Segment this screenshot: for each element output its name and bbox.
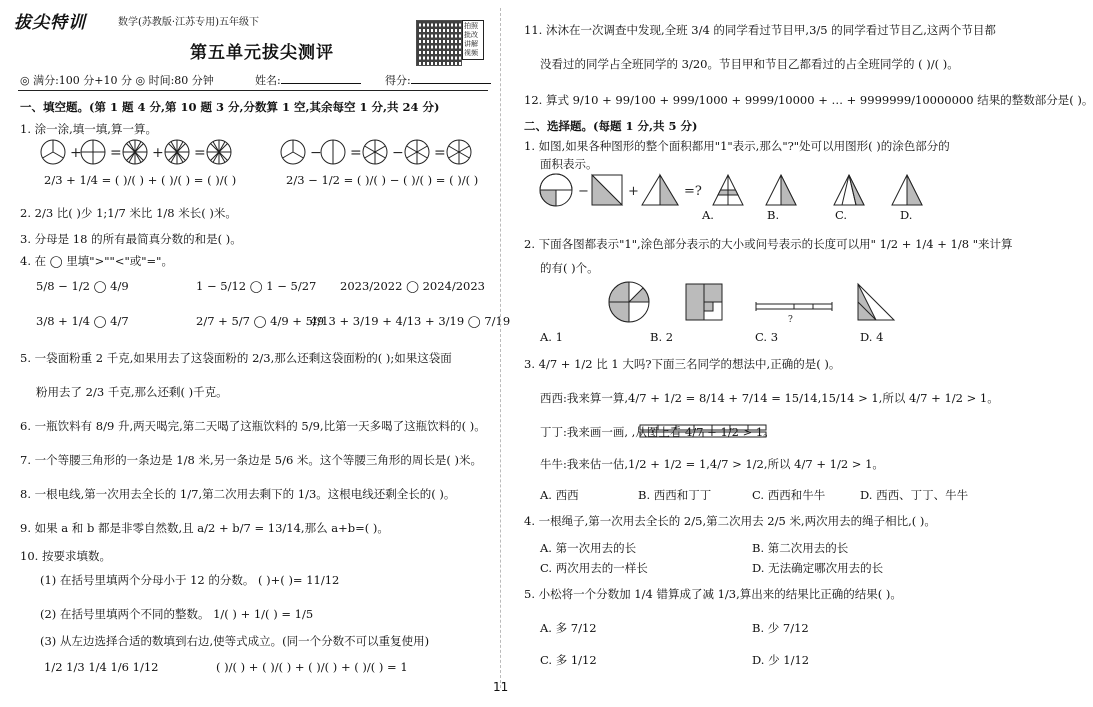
q4-compare-2[interactable]: 1 − 5/12 ◯ 1 − 5/27 xyxy=(196,279,317,293)
c1-figures xyxy=(538,172,938,224)
c3-option-a[interactable]: A. 西西 xyxy=(540,488,579,502)
q1-equation-left[interactable]: 2/3 + 1/4 = ( )/( ) + ( )/( ) = ( )/( ) xyxy=(44,173,237,187)
c1-option-b[interactable]: B. xyxy=(767,208,780,222)
page-divider xyxy=(500,8,501,688)
c4-option-b[interactable]: B. 第二次用去的长 xyxy=(752,541,849,555)
c1-option-d[interactable]: D. xyxy=(900,208,913,222)
q4-compare-5[interactable]: 2/7 + 5/7 ◯ 4/9 + 5/9 xyxy=(196,314,325,328)
score-info: ◎ 满分:100 分+10 分 ◎ 时间:80 分钟 xyxy=(20,74,214,87)
c2-option-a[interactable]: A. 1 xyxy=(540,330,563,344)
qr-label: 拍照批改 讲解视频 xyxy=(462,20,484,60)
c5-option-a[interactable]: A. 多 7/12 xyxy=(540,621,597,635)
c2-option-c[interactable]: C. 3 xyxy=(755,330,779,344)
c5-option-d[interactable]: D. 少 1/12 xyxy=(752,653,810,667)
question-11a: 11. 沐沐在一次调查中发现,全班 3/4 的同学看过节目甲,3/5 的同学看过节目乙,这两个节目都 xyxy=(524,23,996,37)
svg-text:=: = xyxy=(434,145,446,161)
q1-circles-left xyxy=(40,138,240,170)
question-4: 4. 在 ◯ 里填">""<"或"="。 xyxy=(20,254,173,268)
question-9[interactable]: 9. 如果 a 和 b 都是非零自然数,且 a/2 + b/7 = 13/14,那么 a+b=( )。 xyxy=(20,521,389,535)
c3-option-b[interactable]: B. 西西和丁丁 xyxy=(638,488,712,502)
q10-3-equation[interactable]: ( )/( ) + ( )/( ) + ( )/( ) + ( )/( ) = 1 xyxy=(216,660,408,674)
question-10-2[interactable]: (2) 在括号里填两个不同的整数。 1/( ) + 1/( ) = 1/5 xyxy=(40,607,314,621)
q1-circles-right xyxy=(280,138,480,170)
q4-compare-6[interactable]: 4/13 + 3/19 + 4/13 + 3/19 ◯ 7/19 xyxy=(310,314,511,328)
qr-code-icon[interactable] xyxy=(416,20,462,66)
svg-text:=: = xyxy=(194,145,206,161)
c5-option-b[interactable]: B. 少 7/12 xyxy=(752,621,809,635)
c4-option-d[interactable]: D. 无法确定哪次用去的长 xyxy=(752,561,884,575)
header-rule xyxy=(18,90,488,91)
choice-3-dingding: 丁丁:我来画一画, ,从图上看 4/7 + 1/2 > 1。 xyxy=(540,425,775,439)
svg-text:−: − xyxy=(310,145,322,161)
c2-figures xyxy=(600,282,900,327)
svg-text:+: + xyxy=(70,145,82,161)
section-choice-title: 二、选择题。(每题 1 分,共 5 分) xyxy=(524,119,698,133)
choice-2a: 2. 下面各图都表示"1",涂色部分表示的大小或问号表示的长度可以用" 1/2 + 1/4 + 1/8 "来计算 xyxy=(524,237,1013,251)
question-2[interactable]: 2. 2/3 比( )少 1;1/7 米比 1/8 米长( )米。 xyxy=(20,206,237,220)
q4-compare-3[interactable]: 2023/2022 ◯ 2024/2023 xyxy=(340,279,485,293)
choice-1b: 面积表示。 xyxy=(540,157,598,171)
section-fill-title: 一、填空题。(第 1 题 4 分,第 10 题 3 分,分数算 1 空,其余每空 1 分,共 24 分) xyxy=(20,100,440,114)
question-11b[interactable]: 没看过的同学占全班同学的 3/20。节目甲和节目乙都看过的占全班同学的 ( )/( )。 xyxy=(540,57,959,71)
q4-compare-1[interactable]: 5/8 − 1/2 ◯ 4/9 xyxy=(36,279,129,293)
q4-compare-4[interactable]: 3/8 + 1/4 ◯ 4/7 xyxy=(36,314,129,328)
question-10-1[interactable]: (1) 在括号里填两个分母小于 12 的分数。 ( )+( )= 11/12 xyxy=(40,573,340,587)
choice-3: 3. 4/7 + 1/2 比 1 大吗?下面三名同学的想法中,正确的是( )。 xyxy=(524,357,841,371)
c3-option-c[interactable]: C. 西西和牛牛 xyxy=(752,488,826,502)
svg-text:+: + xyxy=(628,184,639,199)
choice-3-niuniu: 牛牛:我来估一估,1/2 + 1/2 = 1,4/7 > 1/2,所以 4/7 + 1/2 > 1。 xyxy=(540,457,884,471)
c2-option-b[interactable]: B. 2 xyxy=(650,330,674,344)
c4-option-c[interactable]: C. 两次用去的一样长 xyxy=(540,561,648,575)
question-3[interactable]: 3. 分母是 18 的所有最简真分数的和是( )。 xyxy=(20,232,242,246)
c2-option-d[interactable]: D. 4 xyxy=(860,330,884,344)
grade-field[interactable]: 得分: xyxy=(385,72,491,88)
choice-4: 4. 一根绳子,第一次用去全长的 2/5,第二次用去 2/5 米,两次用去的绳子相比,( )。 xyxy=(524,514,936,528)
question-8[interactable]: 8. 一根电线,第一次用去全长的 1/7,第二次用去剩下的 1/3。这根电线还剩全长的( )。 xyxy=(20,487,456,501)
c1-option-a[interactable]: A. xyxy=(702,208,714,222)
svg-text:=: = xyxy=(110,145,122,161)
question-5b[interactable]: 粉用去了 2/3 千克,那么还剩( )千克。 xyxy=(36,385,228,399)
choice-1a: 1. 如图,如果各种图形的整个面积都用"1"表示,那么"?"处可以用图形( )的涂色部分的 xyxy=(524,139,950,153)
page-number: 11 xyxy=(493,680,509,694)
question-10-3: (3) 从左边选择合适的数填到右边,使等式成立。(同一个分数不可以重复使用) xyxy=(40,634,430,648)
choice-5: 5. 小松将一个分数加 1/4 错算成了减 1/3,算出来的结果比正确的结果( )。 xyxy=(524,587,902,601)
c1-option-c[interactable]: C. xyxy=(835,208,848,222)
question-10: 10. 按要求填数。 xyxy=(20,549,111,563)
svg-text:=?: =? xyxy=(684,184,702,199)
svg-text:+: + xyxy=(152,145,164,161)
c3-option-d[interactable]: D. 西西、丁丁、牛牛 xyxy=(860,488,969,502)
svg-text:−: − xyxy=(392,145,404,161)
svg-text:?: ? xyxy=(788,315,793,325)
svg-text:=: = xyxy=(350,145,362,161)
q10-3-numbers: 1/2 1/3 1/4 1/6 1/12 xyxy=(44,660,159,674)
name-field[interactable]: 姓名: xyxy=(255,72,361,88)
brand-logo: 拔尖特训 xyxy=(14,13,86,33)
c5-option-c[interactable]: C. 多 1/12 xyxy=(540,653,597,667)
question-1: 1. 涂一涂,填一填,算一算。 xyxy=(20,122,157,136)
choice-3-xixi: 西西:我来算一算,4/7 + 1/2 = 8/14 + 7/14 = 15/14,15/14 > 1,所以 4/7 + 1/2 > 1。 xyxy=(540,391,999,405)
question-5a[interactable]: 5. 一袋面粉重 2 千克,如果用去了这袋面粉的 2/3,那么还剩这袋面粉的( );如果这袋面 xyxy=(20,351,452,365)
question-6[interactable]: 6. 一瓶饮料有 8/9 升,两天喝完,第二天喝了这瓶饮料的 5/9,比第一天多喝了这瓶饮料的( )。 xyxy=(20,419,486,433)
svg-text:−: − xyxy=(578,184,589,199)
question-12[interactable]: 12. 算式 9/10 + 99/100 + 999/1000 + 9999/10000 + … + 9999999/10000000 结果的整数部分是( )。 xyxy=(524,93,1093,107)
page-title: 第五单元拔尖测评 xyxy=(190,43,334,63)
q1-equation-right[interactable]: 2/3 − 1/2 = ( )/( ) − ( )/( ) = ( )/( ) xyxy=(286,173,479,187)
choice-2b: 的有( )个。 xyxy=(540,261,599,275)
question-7[interactable]: 7. 一个等腰三角形的一条边是 1/8 米,另一条边是 5/6 米。这个等腰三角形的周长是( )米。 xyxy=(20,453,483,467)
c4-option-a[interactable]: A. 第一次用去的长 xyxy=(540,541,637,555)
c3-bar-diagram xyxy=(640,424,780,438)
book-subtitle: 数学(苏教版·江苏专用)五年级下 xyxy=(118,17,259,28)
